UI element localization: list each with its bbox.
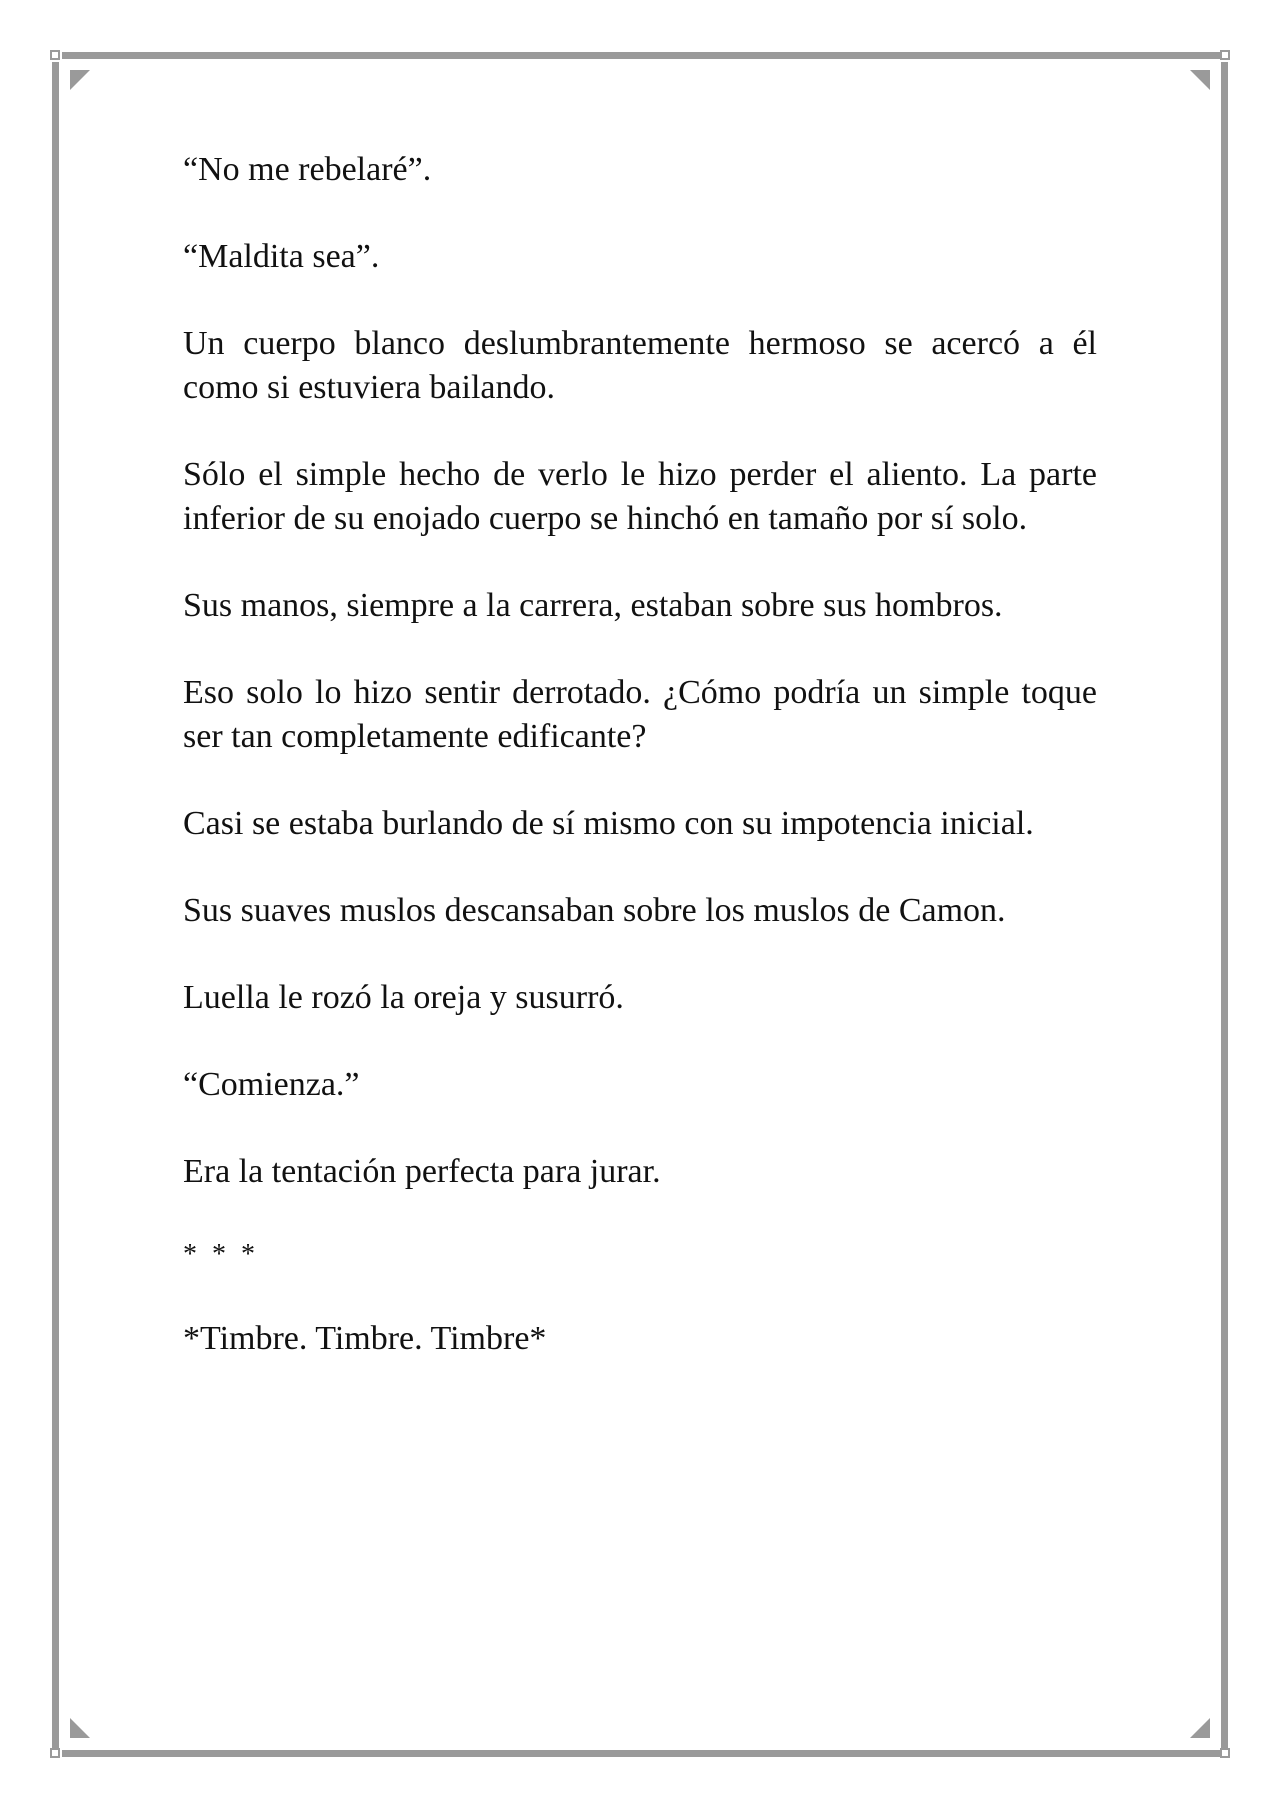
frame-left-border — [52, 62, 59, 1750]
corner-ornament-bottom-left — [50, 1748, 60, 1758]
paragraph: Sólo el simple hecho de verlo le hizo perder el aliento. La parte inferior de su enojado cuerpo se hinchó en tamaño por sí solo. — [183, 456, 1097, 537]
corner-triangle-bottom-right — [1190, 1718, 1210, 1738]
closing-line: *Timbre. Timbre. Timbre* — [183, 1320, 547, 1357]
paragraph: “Maldita sea”. — [183, 238, 380, 275]
paragraph: Luella le rozó la oreja y susurró. — [183, 979, 624, 1016]
paragraph: “No me rebelaré”. — [183, 151, 432, 188]
corner-ornament-bottom-right — [1220, 1748, 1230, 1758]
corner-ornament-top-left — [50, 50, 60, 60]
corner-triangle-top-right — [1190, 70, 1210, 90]
frame-bottom-border — [62, 1750, 1220, 1757]
scene-separator: * * * — [183, 1239, 259, 1270]
paragraph: Casi se estaba burlando de sí mismo con su impotencia inicial. — [183, 805, 1034, 842]
corner-triangle-top-left — [70, 70, 90, 90]
frame-right-border — [1221, 62, 1228, 1750]
paragraph: “Comienza.” — [183, 1066, 360, 1103]
page-body — [183, 148, 1097, 1404]
frame-top-border — [62, 52, 1220, 59]
paragraph: Eso solo lo hizo sentir derrotado. ¿Cómo podría un simple toque ser tan completamente edificante? — [183, 674, 1097, 755]
corner-triangle-bottom-left — [70, 1718, 90, 1738]
paragraph: Sus suaves muslos descansaban sobre los muslos de Camon. — [183, 892, 1006, 929]
paragraph: Un cuerpo blanco deslumbrantemente hermoso se acercó a él como si estuviera bailando. — [183, 325, 1097, 406]
corner-ornament-top-right — [1220, 50, 1230, 60]
paragraph: Sus manos, siempre a la carrera, estaban sobre sus hombros. — [183, 587, 1003, 624]
paragraph: Era la tentación perfecta para jurar. — [183, 1153, 661, 1190]
